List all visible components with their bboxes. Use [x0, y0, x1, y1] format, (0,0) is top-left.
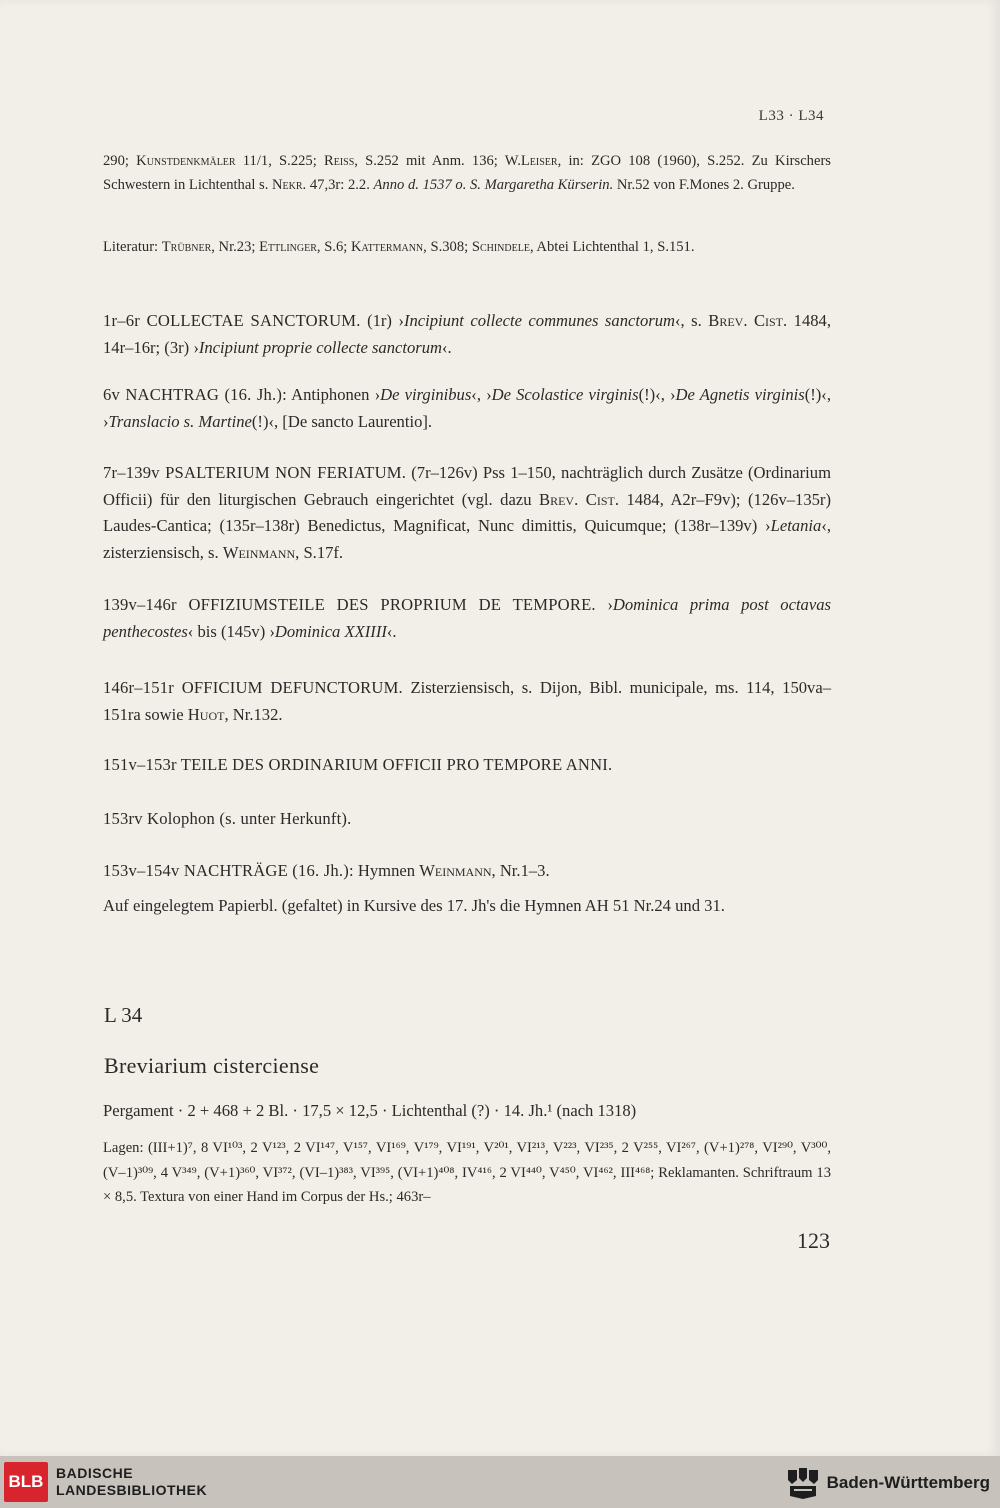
coat-of-arms-icon	[785, 1466, 821, 1500]
collation-paragraph: Lagen: (III+1)⁷, 8 VI¹⁰³, 2 V¹²³, 2 VI¹⁴⁷, V¹⁵⁷, VI¹⁶⁹, V¹⁷⁹, VI¹⁹¹, V²⁰¹, VI²¹³, V²²³, VI²³⁵, 2 V²⁵⁵, VI²⁶⁷, (V+1)²⁷⁸, VI²⁹⁰, V³⁰⁰, (V–1)³⁰⁹, 4 V³⁴⁹, (V+1)³⁶⁰, VI³⁷², (VI–1)³⁸³, VI³⁹⁵, (VI+1)⁴⁰⁸, IV⁴¹⁶, 2 VI⁴⁴⁰, V⁴⁵⁰, VI⁴⁶², III⁴⁶⁸; Reklamanten. Schriftraum 13 × 8,5. Textura von einer Hand im Corpus der Hs.; 463r–	[103, 1140, 831, 1206]
page-number: 123	[797, 1228, 830, 1253]
content-entry: 7r–139v PSALTERIUM NON FERIATUM. (7r–126v) Pss 1–150, nachträglich durch Zusätze (Ordinarium Officii) für den liturgischen Gebrauch eingerichtet (vgl. dazu Brev. Cist. 1484, A2r–F9v); (126v–135r) Laudes-Cantica; (135r–138r) Benedictus, Magnificat, Nunc dimittis, Quicumque; (138r–139v) ›Letania‹, zisterziensisch, s. Weinmann, S.17f.	[103, 463, 831, 562]
content-entry: 153rv Kolophon (s. unter Herkunft).	[103, 809, 352, 828]
content-entry: 146r–151r OFFICIUM DEFUNCTORUM. Zisterziensisch, s. Dijon, Bibl. municipale, ms. 114, 150va–151ra sowie Huot, Nr.132.	[103, 678, 831, 724]
content-entry: 6v NACHTRAG (16. Jh.): Antiphonen ›De virginibus‹, ›De Scolastice virginis(!)‹, ›De Agnetis virginis(!)‹, ›Translacio s. Martine(!)‹, [De sancto Laurentio].	[103, 385, 831, 431]
state-name: Baden-Württemberg	[826, 1473, 990, 1492]
footer-bar	[0, 1456, 1000, 1508]
literature-paragraph: Literatur: Trübner, Nr.23; Ettlinger, S.6; Kattermann, S.308; Schindele, Abtei Lichtenthal 1, S.151.	[103, 239, 695, 255]
physical-description: Pergament · 2 + 468 + 2 Bl. · 17,5 × 12,5 · Lichtenthal (?) · 14. Jh.¹ (nach 1318)	[103, 1101, 637, 1120]
content-entry: 1r–6r COLLECTAE SANCTORUM. (1r) ›Incipiunt collecte communes sanctorum‹, s. Brev. Cist. 1484, 14r–16r; (3r) ›Incipiunt proprie collecte sanctorum‹.	[103, 311, 831, 357]
baden-wuerttemberg-brand[interactable]	[785, 1466, 990, 1500]
blb-logo[interactable]: BLB	[4, 1462, 48, 1502]
manuscript-number: L 34	[104, 1003, 143, 1027]
content-entry: Auf eingelegtem Papierbl. (gefaltet) in Kursive des 17. Jh's die Hymnen AH 51 Nr.24 und 31.	[103, 896, 725, 915]
reference-paragraph: 290; Kunstdenkmäler 11/1, S.225; Reiss, S.252 mit Anm. 136; W.Leiser, in: ZGO 108 (1960), S.252. Zu Kirschers Schwestern in Lichtenthal s. Nekr. 47,3r: 2.2. Anno d. 1537 o. S. Margaretha Kürserin. Nr.52 von F.Mones 2. Gruppe.	[103, 153, 831, 193]
content-entry: 139v–146r OFFIZIUMSTEILE DES PROPRIUM DE TEMPORE. ›Dominica prima post octavas penthecostes‹ bis (145v) ›Dominica XXIIII‹.	[103, 595, 831, 641]
manuscript-title: Breviarium cisterciense	[104, 1053, 320, 1078]
library-name[interactable]: BADISCHE LANDESBIBLIOTHEK	[56, 1465, 208, 1498]
content-entry: 151v–153r TEILE DES ORDINARIUM OFFICII PRO TEMPORE ANNI.	[103, 755, 613, 774]
running-header: L33 · L34	[758, 108, 824, 124]
content-entry: 153v–154v NACHTRÄGE (16. Jh.): Hymnen Weinmann, Nr.1–3.	[103, 861, 550, 880]
